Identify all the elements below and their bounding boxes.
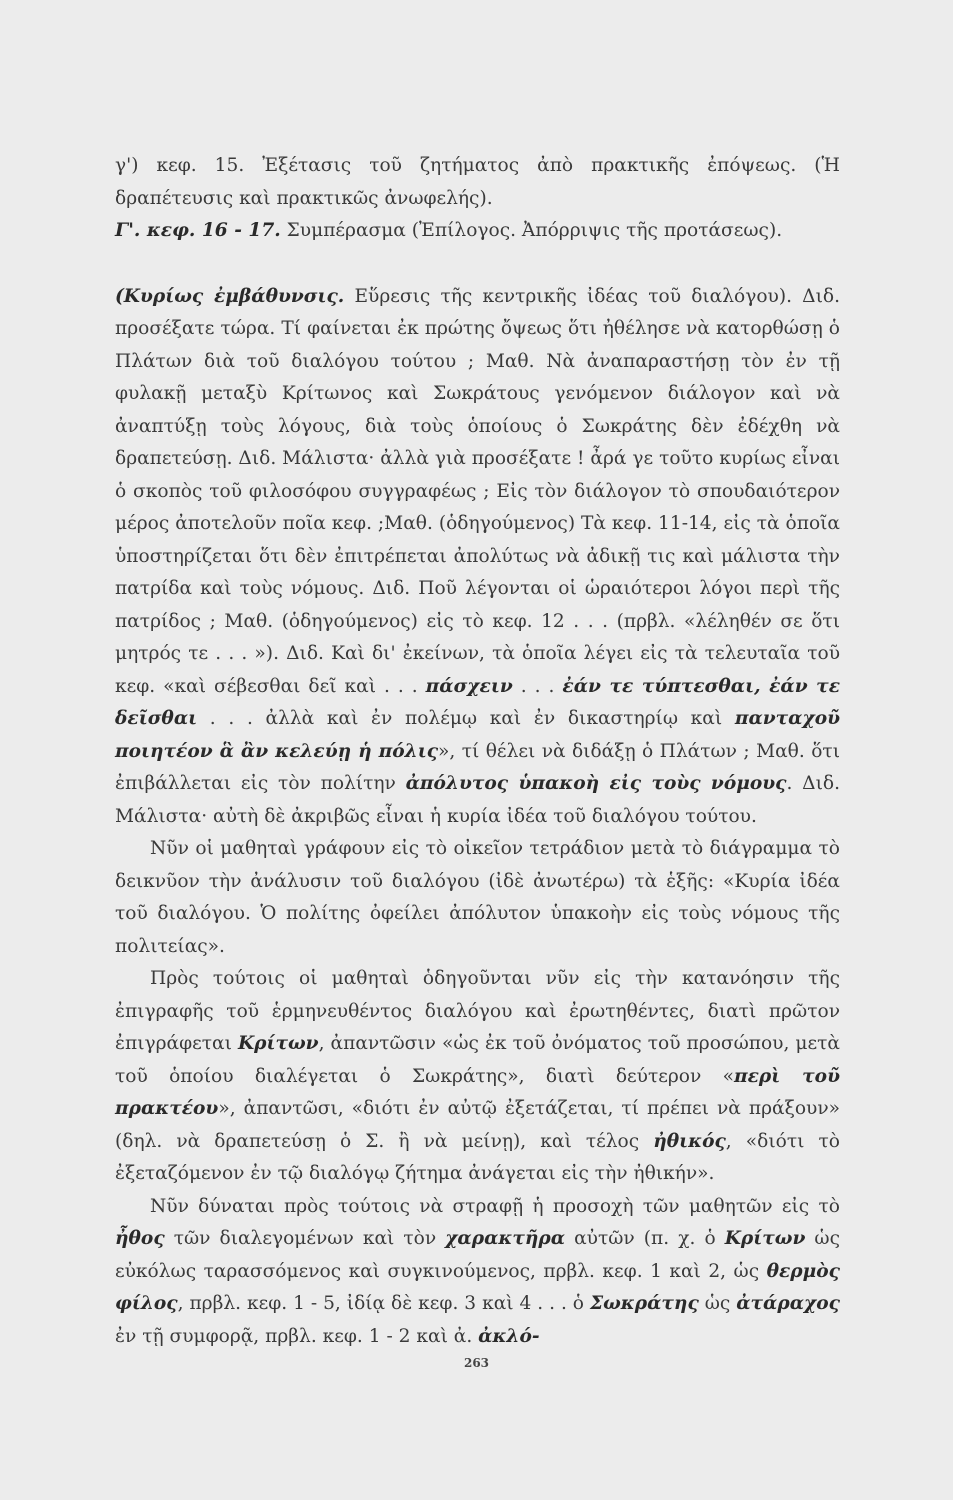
emphasis-text: ἀτάραχος <box>736 1293 840 1314</box>
emphasis-text: Κρίτων <box>237 1033 319 1054</box>
text-run: », ἀπαντῶσι, «διότι ἐν αὐτῷ ἐξετάζεται, τί πρέπει νὰ πράξουν» (δηλ. νὰ δραπετεύσῃ ὁ Σ. ἢ νὰ μείνῃ), καὶ τέλος <box>115 1098 840 1152</box>
emphasis-text: πανταχοῦ ποιητέον ἃ ἂν κελεύῃ ἡ πόλις <box>115 708 840 762</box>
emphasis-text: Γ'. κεφ. 16 - 17. <box>115 220 281 241</box>
text-run: Νῦν δύναται πρὸς τούτοις νὰ στραφῇ ἡ προσοχὴ τῶν μαθητῶν εἰς τὸ <box>150 1195 840 1217</box>
paragraph-kyrios <box>115 281 840 834</box>
paragraph-nyn1 <box>115 833 840 963</box>
emphasis-text: ἐάν τε τύπτεσθαι, ἐάν τε δεῖσθαι <box>115 675 840 729</box>
emphasis-text: (Κυρίως ἐμβάθυνσις. <box>115 285 345 307</box>
text-run: Νῦν οἱ μαθηταὶ γράφουν εἰς τὸ οἰκεῖον τετράδιον μετὰ τὸ διάγραμμα τὸ δεικνῦον τὴν ἀνάλυσιν τοῦ διαλόγου (ἰδὲ ἀνωτέρω) τὰ ἑξῆς: «Κυρία ἰδέα τοῦ διαλόγου. Ὁ πολίτης ὀφείλει ἀπόλυτον ὑπακοὴν εἰς τοὺς νόμους τῆς πολιτείας». <box>115 838 840 957</box>
page-number: 263 <box>463 1356 490 1370</box>
text-run: . . . <box>512 675 563 697</box>
text-run: αὐτῶν (π. χ. ὁ <box>565 1228 725 1249</box>
text-run: ἐν τῇ συμφορᾷ, πρβλ. κεφ. 1 - 2 καὶ ἀ. <box>115 1325 479 1347</box>
emphasis-text: ἀκλό- <box>478 1325 540 1347</box>
text-run: . Διδ. Μάλιστα· αὐτὴ δὲ ἀκριβῶς εἶναι ἡ κυρία ἰδέα τοῦ διαλόγου τούτου. <box>115 773 840 827</box>
paragraph-intro <box>115 150 840 248</box>
text-run: . . . ἀλλὰ καὶ ἐν πολέμῳ καὶ ἐν δικαστηρίῳ καὶ <box>197 708 735 729</box>
emphasis-text: περὶ τοῦ πρακτέου <box>115 1065 840 1119</box>
emphasis-text: θερμὸς φίλος <box>115 1260 840 1314</box>
text-run: , ἀπαντῶσιν «ὡς ἐκ τοῦ ὀνόματος τοῦ προσώπου, μετὰ τοῦ ὁποίου διαλέγεται ὁ Σωκράτης», διατὶ δεύτερον « <box>115 1033 840 1087</box>
paragraph-pros <box>115 963 840 1191</box>
text-run: γ') κεφ. 15. Ἐξέτασις τοῦ ζητήματος ἀπὸ πρακτικῆς ἐπόψεως. (Ἡ δραπέτευσις καὶ πρακτικῶς ἀνωφελής). <box>115 155 840 209</box>
text-run: Πρὸς τούτοις οἱ μαθηταὶ ὁδηγοῦνται νῦν εἰς τὴν κατανόησιν τῆς ἐπιγραφῆς τοῦ ἑρμηνευθέντος διαλόγου καὶ ἐρωτηθέντες, διατὶ πρῶτον ἐπιγράφεται <box>115 968 840 1054</box>
text-run: ὡς <box>698 1293 737 1314</box>
emphasis-text: πάσχειν <box>425 675 513 697</box>
text-run: Συμπέρασμα (Ἐπίλογος. Ἀπόρριψις τῆς προτάσεως). <box>280 220 783 241</box>
paragraph-nyn2 <box>115 1191 840 1354</box>
emphasis-text: ἀπόλυτος ὑπακοὴ εἰς τοὺς νόμους <box>405 773 787 794</box>
text-run: ὡς εὐκόλως ταρασσόμενος καὶ συγκινούμενος, πρβλ. κεφ. 1 καὶ 2, ὡς <box>115 1228 840 1282</box>
text-run: Εὕρεσις τῆς κεντρικῆς ἰδέας τοῦ διαλόγου). Διδ. προσέξατε τώρα. Τί φαίνεται ἐκ πρώτης ὄψεως ὅτι ἠθέλησε νὰ κατορθώσῃ ὁ Πλάτων διὰ τοῦ διαλόγου τούτου ; Μαθ. Νὰ ἀναπαραστήσῃ τὸν ἐν τῇ φυλακῇ μεταξὺ Κρίτωνος καὶ Σωκράτους γενόμενον διάλογον καὶ νὰ ἀναπτύξῃ τοὺς λόγους, διὰ τοὺς ὁποίους ὁ Σωκράτης δὲν ἐδέχθη νὰ δραπετεύσῃ. Διδ. Μάλιστα· ἀλλὰ γιὰ προσέξατε ! ἆρά γε τοῦτο κυρίως εἶναι ὁ σκοπὸς τοῦ φιλοσόφου συγγραφέως ; Εἰς τὸν διάλογον τὸ σπουδαιότερον μέρος ἀποτελοῦν ποῖα κεφ. ;Μαθ. (ὁδηγούμενος) Τὰ κεφ. 11-14, εἰς τὰ ὁποῖα ὑποστηρίζεται ὅτι δὲν ἐπιτρέπεται ἀπολύτως νὰ ἀδικῇ τις καὶ μάλιστα τὴν πατρίδα καὶ τοὺς νόμους. Διδ. Ποῦ λέγονται οἱ ὡραιότεροι λόγοι περὶ τῆς πατρίδος ; Μαθ. (ὁδηγούμενος) εἰς τὸ κεφ. 12 . . . (πρβλ. «λέληθέν σε ὅτι μητρός τε . . . »). Διδ. Καὶ δι' ἐκείνων, τὰ ὁποῖα λέγει εἰς τὰ τελευταῖα τοῦ κεφ. «καὶ σέβεσθαι δεῖ καὶ . . . <box>115 285 841 697</box>
text-run: », τί θέλει νὰ διδάξῃ ὁ Πλάτων ; Μαθ. ὅτι ἐπιβάλλεται εἰς τὸν πολίτην <box>115 740 840 794</box>
emphasis-text: χαρακτῆρα <box>445 1228 566 1249</box>
page-body-text <box>115 150 840 1353</box>
emphasis-text: Σωκράτης <box>589 1293 699 1314</box>
emphasis-text: ἠθικός <box>653 1130 726 1152</box>
emphasis-text: Κρίτων <box>724 1228 806 1249</box>
emphasis-text: ἦθος <box>115 1228 165 1249</box>
text-run: τῶν διαλεγομένων καὶ τὸν <box>164 1228 446 1249</box>
text-run: , πρβλ. κεφ. 1 - 5, ἰδίᾳ δὲ κεφ. 3 καὶ 4 . . . ὁ <box>177 1293 590 1314</box>
text-run: , «διότι τὸ ἐξεταζόμενον ἐν τῷ διαλόγῳ ζήτημα ἀνάγεται εἰς τὴν ἠθικήν». <box>115 1130 840 1184</box>
